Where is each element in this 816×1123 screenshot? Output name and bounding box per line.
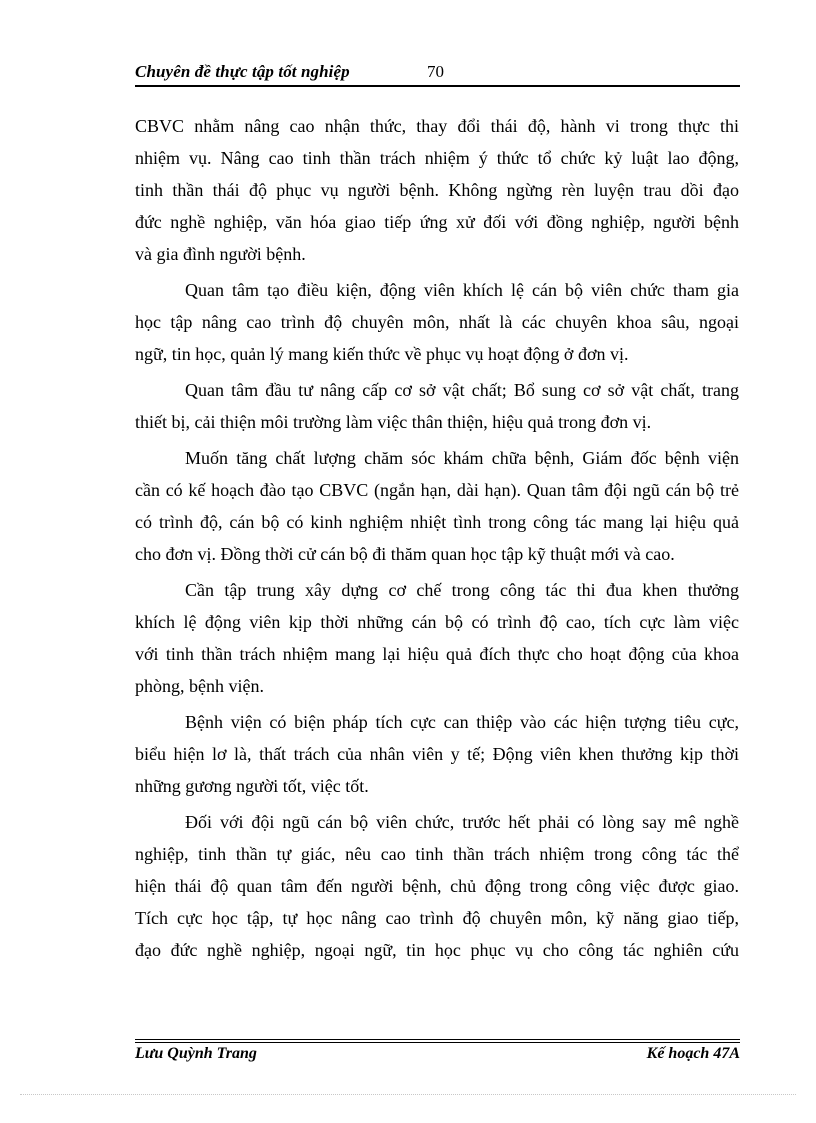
text-line: thiết bị, cải thiện môi trường làm việc thân thiện, hiệu quả trong đơn vị. [135, 412, 652, 432]
text-line: Đối với đội ngũ cán bộ viên chức, trước hết phải có lòng say mê nghề [185, 812, 739, 832]
text-line: hiện thái độ quan tâm đến người bệnh, chủ động trong công việc được giao. [135, 876, 739, 896]
footer-divider-thin [135, 1042, 740, 1043]
text-line: ngữ, tin học, quản lý mang kiến thức về phục vụ hoạt động ở đơn vị. [135, 344, 629, 364]
text-line: đức nghề nghiệp, văn hóa giao tiếp ứng xử đối với đồng nghiệp, người bệnh [135, 212, 739, 232]
text-line: tinh thần thái độ phục vụ người bệnh. Không ngừng rèn luyện trau dồi đạo [135, 180, 739, 200]
text-line: cho đơn vị. Đồng thời cử cán bộ đi thăm quan học tập kỹ thuật mới và cao. [135, 544, 675, 564]
text-line: những gương người tốt, việc tốt. [135, 776, 369, 796]
header-title: Chuyên đề thực tập tốt nghiệp [135, 62, 350, 81]
header-divider [135, 85, 740, 87]
text-line: biểu hiện lơ là, thất trách của nhân viên y tế; Động viên khen thưởng kịp thời [135, 744, 739, 764]
text-line: có trình độ, cán bộ có kinh nghiệm nhiệt tình trong công tác mang lại hiệu quả [135, 512, 739, 532]
text-line: Muốn tăng chất lượng chăm sóc khám chữa bệnh, Giám đốc bệnh viện [185, 448, 739, 468]
footer-author: Lưu Quỳnh Trang [135, 1045, 257, 1062]
body-text [135, 110, 739, 966]
text-line: nghiệp, tinh thần tự giác, nêu cao tinh thần trách nhiệm trong công tác thể [135, 844, 739, 864]
text-line: Cần tập trung xây dựng cơ chế trong công tác thi đua khen thưởng [185, 580, 739, 600]
text-line: khích lệ động viên kịp thời những cán bộ có trình độ cao, tích cực làm việc [135, 612, 739, 632]
text-line: đạo đức nghề nghiệp, ngoại ngữ, tin học phục vụ cho công tác nghiên cứu [135, 940, 739, 960]
footer-class: Kế hoạch 47A [646, 1045, 740, 1062]
text-line: Tích cực học tập, tự học nâng cao trình độ chuyên môn, kỹ năng giao tiếp, [135, 908, 739, 928]
page-number: 70 [427, 62, 444, 81]
text-line: và gia đình người bệnh. [135, 244, 306, 264]
text-line: Quan tâm tạo điều kiện, động viên khích lệ cán bộ viên chức tham gia [185, 280, 739, 300]
text-line: phòng, bệnh viện. [135, 676, 264, 696]
page-header [135, 60, 740, 86]
page-edge-divider [20, 1094, 796, 1095]
text-line: cần có kế hoạch đào tạo CBVC (ngắn hạn, dài hạn). Quan tâm đội ngũ cán bộ trẻ [135, 480, 739, 500]
footer-divider [135, 1039, 740, 1040]
text-line: học tập nâng cao trình độ chuyên môn, nhất là các chuyên khoa sâu, ngoại [135, 312, 739, 332]
text-line: với tinh thần trách nhiệm mang lại hiệu quả đích thực cho hoạt động của khoa [135, 644, 739, 664]
text-line: nhiệm vụ. Nâng cao tinh thần trách nhiệm ý thức tổ chức kỷ luật lao động, [135, 148, 739, 168]
text-line: Quan tâm đầu tư nâng cấp cơ sở vật chất; Bổ sung cơ sở vật chất, trang [185, 380, 739, 400]
text-line: CBVC nhằm nâng cao nhận thức, thay đổi thái độ, hành vi trong thực thi [135, 116, 739, 136]
text-line: Bệnh viện có biện pháp tích cực can thiệp vào các hiện tượng tiêu cực, [185, 712, 739, 732]
